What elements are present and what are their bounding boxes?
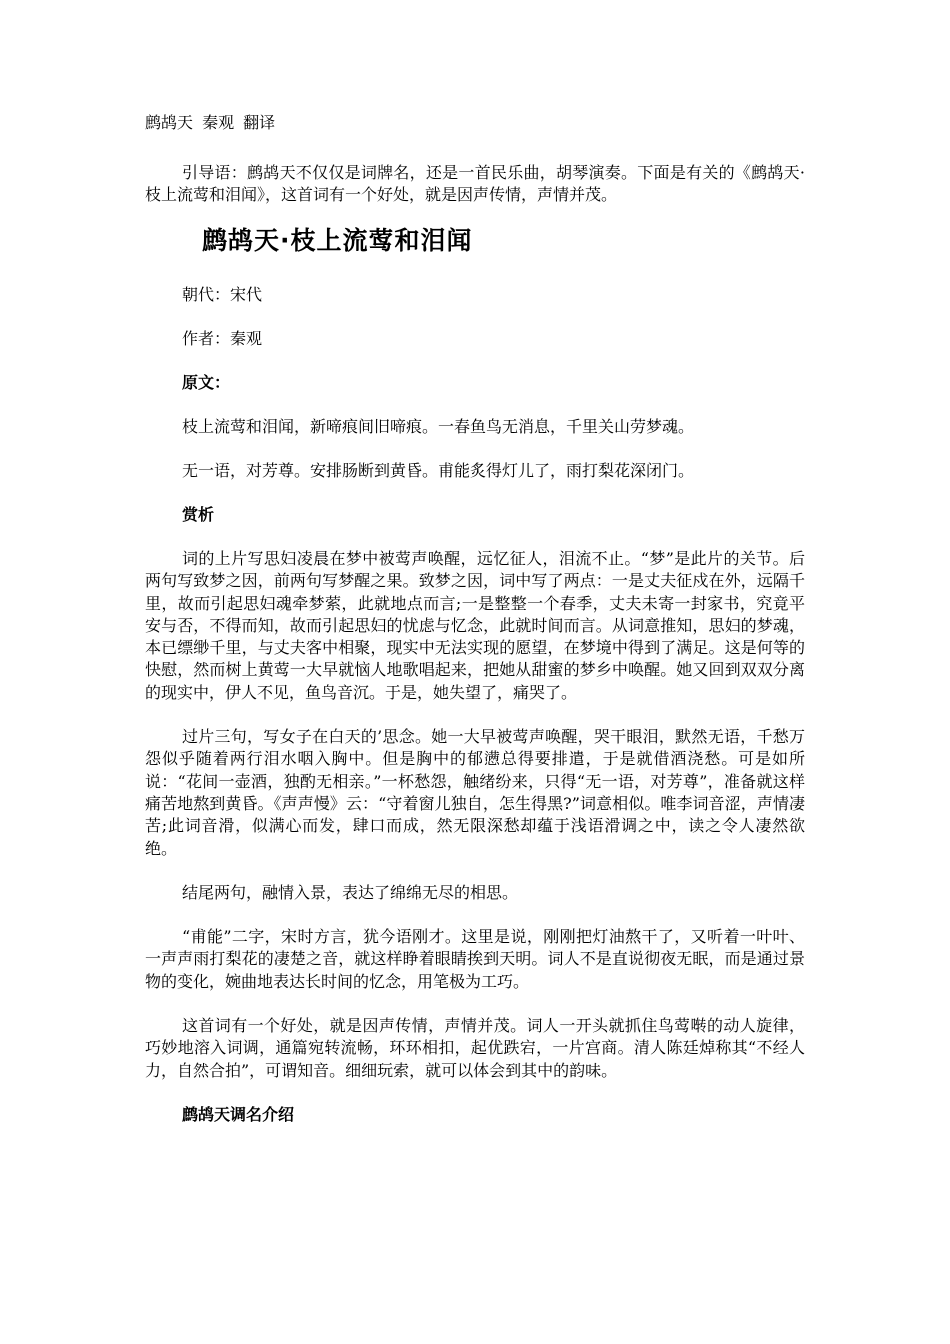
poem-line-2: 无一语，对芳尊。安排肠断到黄昏。甫能炙得灯儿了，雨打梨花深闭门。: [182, 461, 695, 480]
poem-dynasty: 朝代：宋代: [182, 285, 263, 304]
poem-author: 作者：秦观: [182, 329, 263, 348]
poem-title: 鹧鸪天·枝上流莺和泪闻: [202, 226, 473, 255]
poem-line-1: 枝上流莺和泪闻，新啼痕间旧啼痕。一春鱼鸟无消息，千里关山劳梦魂。: [182, 417, 695, 436]
original-text-heading: 原文：: [182, 373, 231, 392]
document-page: [145, 112, 805, 1148]
appreciation-paragraph-2: 过片三句，写女子在白天的’思念。她一大早被莺声唤醒，哭干眼泪，默然无语，千愁万怨似乎随着两行泪水咽入胸中。但是胸中的郁懑总得要排遣，于是就借酒浇愁。可是如所说：“花间一壶酒，独酌无相亲。”一杯愁怨，触绪纷来，只得“无一语，对芳尊”，准备就这样痛苦地熬到黄昏。《声声慢》云：“守着窗儿独自，怎生得黑?”词意相似。唯李词音涩，声情凄苦;此词音滑，似满心而发，肆口而成，然无限深愁却蕴于浅语滑调之中，读之令人凄然欲绝。: [145, 727, 805, 858]
appreciation-paragraph-3: 结尾两句，融情入景，表达了绵绵无尽的相思。: [182, 882, 519, 902]
appreciation-heading: 赏析: [182, 505, 215, 524]
appreciation-paragraph-1: 词的上片写思妇凌晨在梦中被莺声唤醒，远忆征人，泪流不止。“梦”是此片的关节。后两句写致梦之因，前两句写梦醒之果。致梦之因，词中写了两点：一是丈夫征戍在外，远隔千里，故而引起思妇魂牵梦萦，此就地点而言;一是整整一个春季，丈夫未寄一封家书，究竟平安与否，不得而知，故而引起思妇的忧虑与忆念，此就时间而言。从词意推知，思妇的梦魂，本已缥缈千里，与丈夫客中相聚，现实中无法实现的愿望，在梦境中得到了满足。这是何等的快慰，然而树上黄莺一大早就恼人地歌唱起来，把她从甜蜜的梦乡中唤醒。她又回到双双分离的现实中，伊人不见，鱼鸟音沉。于是，她失望了，痛哭了。: [145, 549, 805, 702]
tune-intro-heading: 鹧鸪天调名介绍: [182, 1104, 295, 1124]
appreciation-paragraph-5: 这首词有一个好处，就是因声传情，声情并茂。词人一开头就抓住鸟莺啭的动人旋律，巧妙地溶入词调，通篇宛转流畅，环环相扣，起优跌宕，一片宫商。清人陈廷焯称其“不经人力，自然合拍”，可谓知音。细细玩索，就可以体会到其中的韵味。: [145, 1016, 805, 1080]
intro-paragraph: 引导语：鹧鸪天不仅仅是词牌名，还是一首民乐曲，胡琴演奏。下面是有关的《鹧鸪天·枝上流莺和泪闻》，这首词有一个好处，就是因声传情，声情并茂。: [145, 163, 805, 204]
appreciation-paragraph-4: “甫能”二字，宋时方言，犹今语刚才。这里是说，刚刚把灯油熬干了，又听着一叶叶、一声声雨打梨花的凄楚之音，就这样睁着眼睛挨到天明。词人不是直说彻夜无眠，而是通过景物的变化，婉曲地表达长时间的忆念，用笔极为工巧。: [145, 927, 805, 991]
document-header: 鹧鸪天 秦观 翻译: [145, 113, 276, 132]
